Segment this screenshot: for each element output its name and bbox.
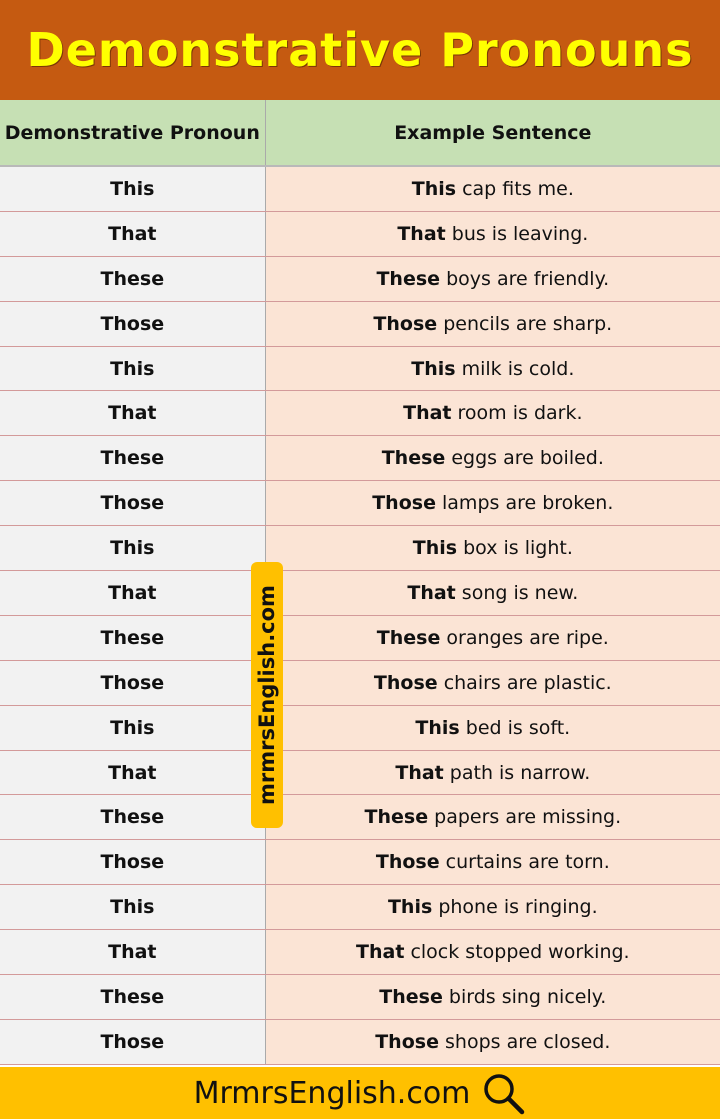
pronoun-cell: That [0, 212, 266, 256]
example-pronoun: Those [375, 1030, 439, 1053]
pronoun-cell: This [0, 347, 266, 391]
example-cell [266, 526, 720, 570]
pronoun-cell: Those [0, 840, 266, 884]
example-rest: milk is cold. [455, 357, 575, 380]
example-rest: box is light. [457, 537, 573, 560]
table-row [0, 706, 720, 751]
pronoun-cell: This [0, 167, 266, 211]
example-cell [266, 347, 720, 391]
table-row [0, 1020, 720, 1065]
example-rest: bed is soft. [459, 716, 571, 739]
pronoun-cell: These [0, 975, 266, 1019]
example-rest: chairs are plastic. [437, 671, 612, 694]
page-title: Demonstrative Pronouns [26, 23, 694, 77]
footer-site: MrmrsEnglish.com [193, 1075, 471, 1111]
table-row [0, 481, 720, 526]
watermark [251, 562, 283, 828]
example-rest: bus is leaving. [445, 222, 589, 245]
example-cell [266, 661, 720, 705]
example-pronoun: Those [373, 312, 438, 335]
table-row [0, 661, 720, 706]
example-rest: room is dark. [451, 402, 583, 425]
header-pronoun: Demonstrative Pronoun [0, 100, 266, 165]
example-cell [266, 795, 720, 839]
pronoun-cell: That [0, 930, 266, 974]
example-pronoun: That [397, 222, 446, 245]
example-rest: cap fits me. [456, 177, 574, 200]
pronoun-table [0, 100, 720, 1067]
table-row [0, 975, 720, 1020]
example-cell [266, 885, 720, 929]
example-rest: oranges are ripe. [440, 626, 609, 649]
example-cell [266, 436, 720, 480]
example-cell [266, 751, 720, 795]
example-cell [266, 571, 720, 615]
example-rest: birds sing nicely. [442, 985, 607, 1008]
example-cell [266, 616, 720, 660]
example-cell [266, 481, 720, 525]
example-cell [266, 257, 720, 301]
table-row [0, 212, 720, 257]
example-cell [266, 391, 720, 435]
example-rest: eggs are boiled. [445, 447, 604, 470]
example-pronoun: This [387, 896, 433, 919]
example-pronoun: These [381, 447, 446, 470]
example-pronoun: Those [375, 851, 440, 874]
example-rest: phone is ringing. [432, 896, 598, 919]
example-pronoun: These [376, 626, 441, 649]
pronoun-cell: That [0, 751, 266, 795]
example-pronoun: These [379, 985, 443, 1008]
table-body [0, 167, 720, 1065]
table-row [0, 167, 720, 212]
example-rest: path is narrow. [443, 761, 591, 784]
table-row [0, 930, 720, 975]
pronoun-cell: This [0, 526, 266, 570]
table-row [0, 257, 720, 302]
pronoun-cell: These [0, 795, 266, 839]
example-rest: curtains are torn. [439, 851, 610, 874]
example-pronoun: This [415, 716, 460, 739]
example-pronoun: This [411, 177, 457, 200]
example-rest: song is new. [455, 581, 579, 604]
example-pronoun: These [376, 267, 441, 290]
example-rest: pencils are sharp. [437, 312, 613, 335]
example-cell [266, 212, 720, 256]
example-rest: clock stopped working. [404, 941, 630, 964]
pronoun-cell: Those [0, 302, 266, 346]
pronoun-cell: These [0, 257, 266, 301]
example-pronoun: That [403, 402, 452, 425]
example-rest: papers are missing. [428, 806, 622, 829]
table-header [0, 100, 720, 167]
example-pronoun: Those [372, 492, 436, 515]
header-example: Example Sentence [394, 121, 592, 144]
table-row [0, 436, 720, 481]
footer [0, 1067, 720, 1119]
search-icon [480, 1070, 526, 1116]
example-pronoun: This [411, 357, 456, 380]
example-cell [266, 840, 720, 884]
pronoun-cell: These [0, 616, 266, 660]
example-pronoun: That [407, 581, 456, 604]
table-row [0, 885, 720, 930]
pronoun-cell: Those [0, 481, 266, 525]
table-row [0, 571, 720, 616]
table-row [0, 840, 720, 885]
example-cell [266, 930, 720, 974]
example-cell [266, 302, 720, 346]
pronoun-cell: Those [0, 1020, 266, 1064]
example-rest: lamps are broken. [435, 492, 614, 515]
example-pronoun: These [364, 806, 429, 829]
pronoun-cell: That [0, 391, 266, 435]
example-rest: boys are friendly. [440, 267, 610, 290]
example-cell [266, 706, 720, 750]
example-pronoun: That [356, 941, 405, 964]
watermark-text: mrmrsEnglish.com [255, 585, 280, 805]
example-pronoun: That [395, 761, 444, 784]
pronoun-cell: These [0, 436, 266, 480]
table-row [0, 347, 720, 392]
table-row [0, 795, 720, 840]
example-pronoun: Those [373, 671, 438, 694]
example-cell [266, 975, 720, 1019]
example-cell [266, 167, 720, 211]
example-pronoun: This [412, 537, 458, 560]
pronoun-cell: That [0, 571, 266, 615]
title-bar [0, 0, 720, 100]
table-row [0, 391, 720, 436]
table-row [0, 751, 720, 796]
pronoun-cell: This [0, 885, 266, 929]
pronoun-cell: Those [0, 661, 266, 705]
pronoun-cell: This [0, 706, 266, 750]
example-rest: shops are closed. [438, 1030, 611, 1053]
table-row [0, 526, 720, 571]
table-row [0, 302, 720, 347]
example-cell [266, 1020, 720, 1064]
table-row [0, 616, 720, 661]
